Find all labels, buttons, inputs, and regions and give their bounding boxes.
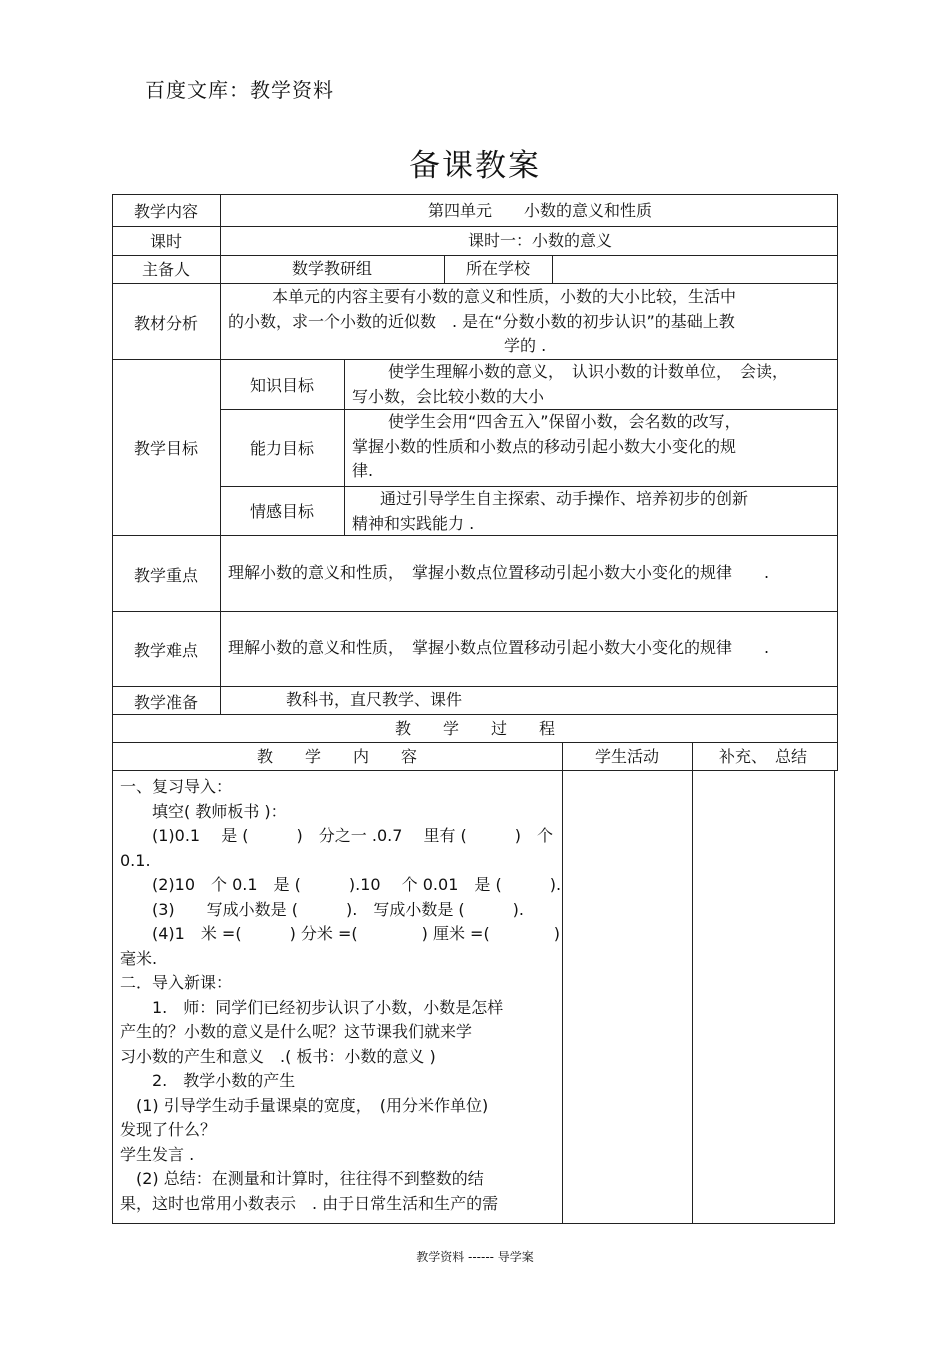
key-label: 教学重点 <box>133 566 198 585</box>
process-line: 发现了什么？ <box>120 1120 217 1139</box>
emotion-text <box>352 487 748 536</box>
ability-line: 律. <box>352 461 374 480</box>
period-value: 课时一：小数的意义 <box>467 231 612 250</box>
ability-line: 使学生会用“四舍五入”保留小数，会名数的改写， <box>388 412 741 431</box>
process-line: 果，这时也常用小数表示 . 由于日常生活和生产的需 <box>120 1193 499 1213</box>
ability-text <box>352 410 741 484</box>
col-student-header: 学生活动 <box>594 747 659 766</box>
goals-label: 教学目标 <box>133 439 198 458</box>
emotion-label: 情感目标 <box>249 502 314 521</box>
difficulty-value: 理解小数的意义和性质， 掌握小数点位置移动引起小数大小变化的规律 . <box>228 638 770 657</box>
difficulty-label: 教学难点 <box>133 641 198 660</box>
analysis-line: 学的 . <box>504 336 547 355</box>
process-line: 2. 教学小数的产生 <box>120 1071 296 1090</box>
knowledge-line: 写小数，会比较小数的大小 <box>352 386 545 406</box>
knowledge-line: 使学生理解小数的意义， 认识小数的计数单位， 会读， <box>388 362 789 381</box>
preparer-value: 数学教研组 <box>291 259 372 278</box>
key-value: 理解小数的意义和性质， 掌握小数点位置移动引起小数大小变化的规律 . <box>228 563 770 582</box>
prep-value: 教科书，直尺教学、课件 <box>286 690 463 709</box>
content-value: 第四单元 小数的意义和性质 <box>427 201 652 220</box>
process-line: (1)0.1 是 ( ) 分之一 .0.7 里有 ( ) 个 <box>120 826 554 845</box>
process-line: 产生的？小数的意义是什么呢？这节课我们就来学 <box>120 1022 473 1041</box>
process-line: (4)1 米 =( ) 分米 =( ) 厘米 =( ) <box>120 924 560 943</box>
prep-label: 教学准备 <box>133 693 198 712</box>
analysis-text <box>228 285 736 359</box>
process-line: 1. 师：同学们已经初步认识了小数，小数是怎样 <box>120 997 504 1017</box>
preparer-label: 主备人 <box>141 260 190 279</box>
process-line: 习小数的产生和意义 .( 板书：小数的意义 ) <box>120 1046 436 1066</box>
knowledge-text <box>352 360 788 409</box>
process-content <box>120 775 561 1216</box>
process-line: 0.1. <box>120 850 151 870</box>
process-line: (2) 总结：在测量和计算时，往往得不到整数的结 <box>120 1169 484 1188</box>
col-notes-header: 补充、 总结 <box>718 747 807 766</box>
process-line: (2)10 个 0.1 是 ( ).10 个 0.01 是 ( ). <box>120 875 562 894</box>
process-line: 学生发言 . <box>120 1144 195 1164</box>
ability-label: 能力目标 <box>249 439 314 458</box>
process-line: 二．导入新课： <box>120 973 233 992</box>
analysis-line: 本单元的内容主要有小数的意义和性质，小数的大小比较，生活中 <box>272 287 737 306</box>
process-line: 毫米. <box>120 948 158 968</box>
source-header: 百度文库：教学资料 <box>145 78 334 102</box>
process-line: 填空( 教师板书 )： <box>120 801 287 821</box>
process-heading: 教 学 过 程 <box>394 719 555 738</box>
analysis-label: 教材分析 <box>133 314 198 333</box>
page-title: 备课教案 <box>409 148 541 184</box>
ability-line: 掌握小数的性质和小数点的移动引起小数大小变化的规 <box>352 436 737 456</box>
emotion-line: 通过引导学生自主探索、动手操作、培养初步的创新 <box>380 489 749 508</box>
knowledge-label: 知识目标 <box>249 376 314 395</box>
emotion-line: 精神和实践能力 . <box>352 513 475 533</box>
analysis-line: 的小数，求一个小数的近似数 . 是在“分数小数的初步认识”的基础上教 <box>228 311 735 331</box>
content-label: 教学内容 <box>133 202 198 221</box>
process-line: (1) 引导学生动手量课桌的宽度， (用分米作单位) <box>120 1095 489 1115</box>
process-line: 一、复习导入： <box>120 777 233 796</box>
col-content-header: 教 学 内 容 <box>256 747 417 766</box>
page-footer: 教学资料 ------ 导学案 <box>416 1250 534 1264</box>
process-line: (3) 写成小数是 ( ). 写成小数是 ( ). <box>120 899 524 919</box>
school-label: 所在学校 <box>465 259 530 278</box>
period-label: 课时 <box>149 232 182 251</box>
